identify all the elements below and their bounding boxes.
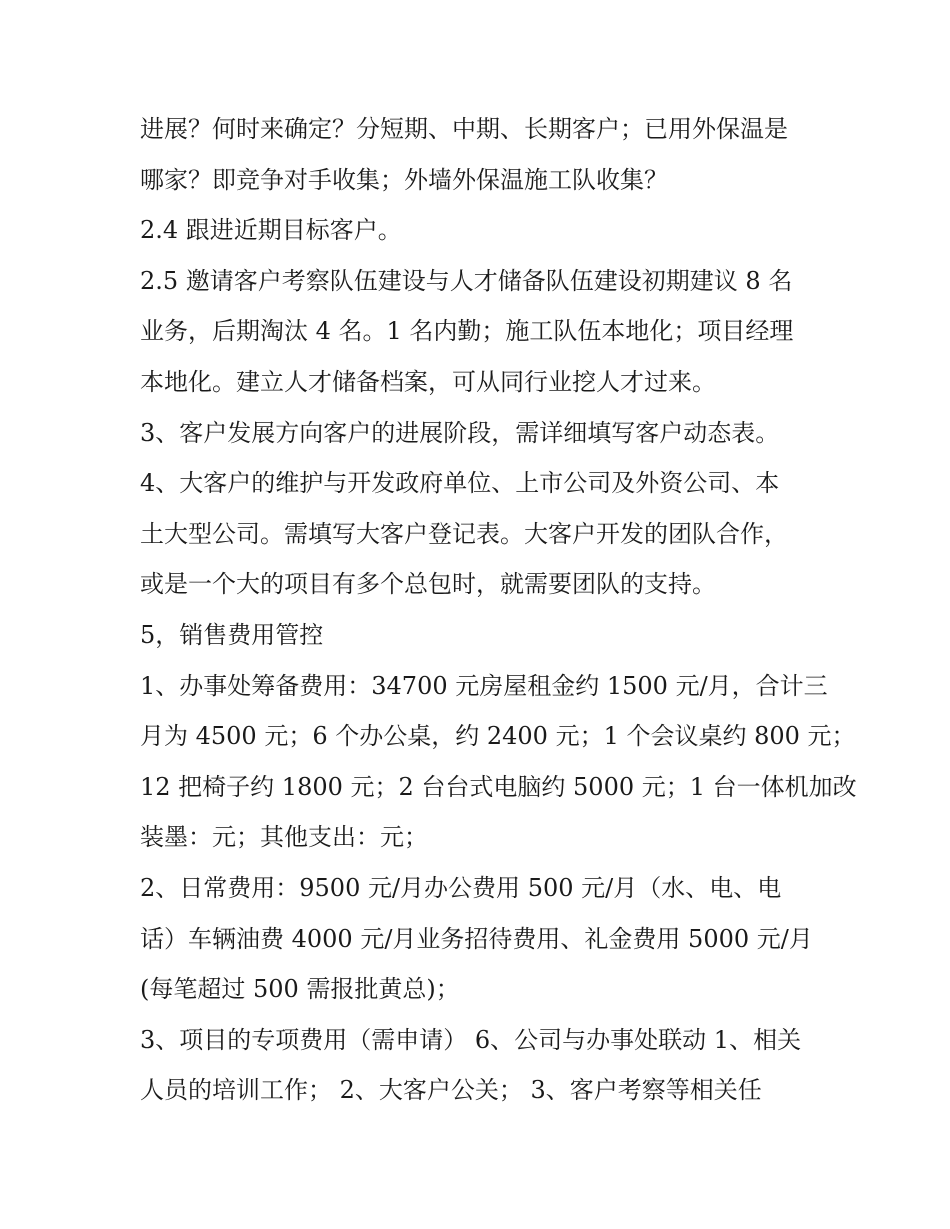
text-line: 业务，后期淘汰 4 名。1 名内勤；施工队伍本地化；项目经理 [140,317,794,346]
text-line: 本地化。建立人才储备档案，可从同行业挖人才过来。 [140,367,716,396]
text-line: 土大型公司。需填写大客户登记表。大客户开发的团队合作， [140,519,788,548]
text-line: 哪家？即竞争对手收集；外墙外保温施工队收集？ [140,165,668,194]
text-line: 3、客户发展方向客户的进展阶段，需详细填写客户动态表。 [140,418,780,447]
document-body [140,104,857,1116]
text-line: 装墨：元；其他支出：元； [140,823,428,852]
text-line: 12 把椅子约 1800 元；2 台台式电脑约 5000 元；1 台一体机加改 [140,772,857,801]
text-line: 或是一个大的项目有多个总包时，就需要团队的支持。 [140,570,716,599]
text-line: 5，销售费用管控 [140,620,324,649]
text-line: 3、项目的专项费用（需申请） 6、公司与办事处联动 1、相关 [140,1025,802,1054]
text-line: 话）车辆油费 4000 元/月业务招待费用、礼金费用 5000 元/月 [140,924,813,953]
text-line: (每笔超过 500 需报批黄总)； [140,975,460,1004]
text-line: 2.4 跟进近期目标客户。 [140,216,402,245]
text-line: 月为 4500 元；6 个办公桌，约 2400 元；1 个会议桌约 800 元； [140,722,856,751]
text-line: 1、办事处筹备费用：34700 元房屋租金约 1500 元/月，合计三 [140,671,828,700]
text-line: 进展？何时来确定？分短期、中期、长期客户；已用外保温是 [140,115,788,143]
text-line: 2、日常费用：9500 元/月办公费用 500 元/月（水、电、电 [140,873,782,902]
text-line: 人员的培训工作； 2、大客户公关； 3、客户考察等相关任 [140,1076,762,1105]
text-line: 2.5 邀请客户考察队伍建设与人才储备队伍建设初期建议 8 名 [140,266,793,295]
text-line: 4、大客户的维护与开发政府单位、上市公司及外资公司、本 [140,469,780,498]
